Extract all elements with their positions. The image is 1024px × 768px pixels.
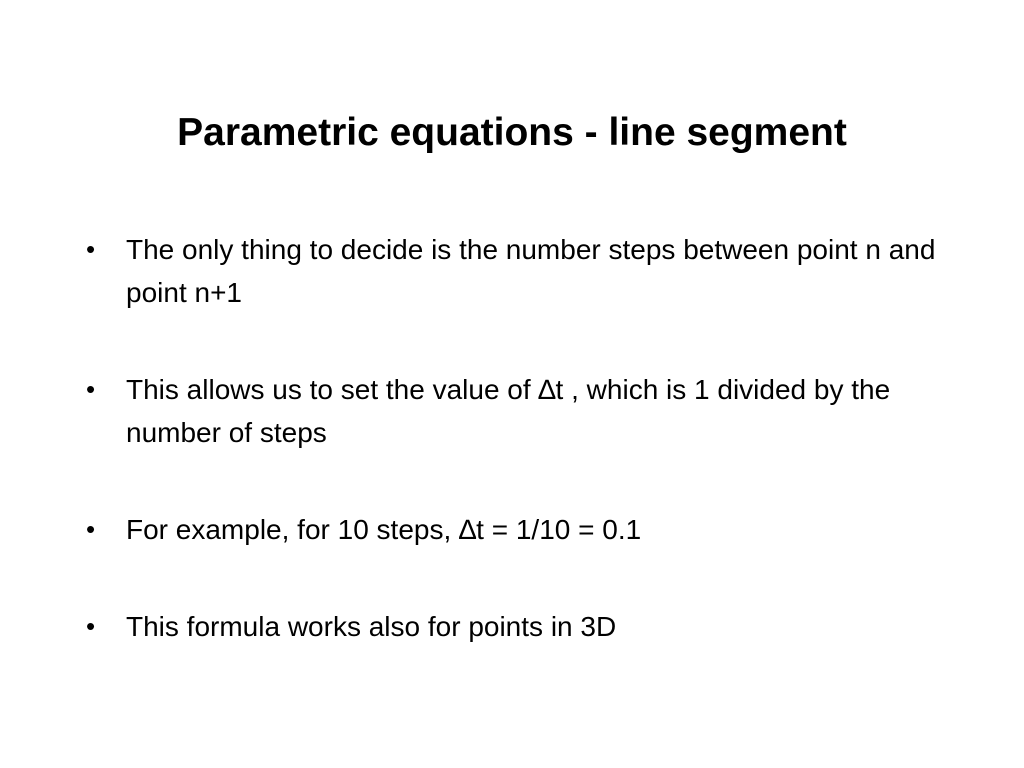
- bullet-list: [86, 228, 956, 648]
- bullet-point-icon: •: [86, 374, 96, 404]
- bullet-point-icon: •: [86, 611, 96, 641]
- bullet-text: For example, for 10 steps, ∆t = 1/10 = 0.1: [126, 514, 642, 545]
- bullet-item: [86, 368, 956, 454]
- bullet-text: The only thing to decide is the number steps between point n and point n+1: [126, 234, 936, 308]
- bullet-item: [86, 605, 956, 648]
- slide-title: Parametric equations - line segment: [177, 111, 847, 154]
- bullet-point-icon: •: [86, 234, 96, 264]
- bullet-item: [86, 508, 956, 551]
- bullet-item: [86, 228, 956, 314]
- bullet-point-icon: •: [86, 514, 96, 544]
- bullet-text: This formula works also for points in 3D: [126, 611, 617, 642]
- bullet-text: This allows us to set the value of ∆t , which is 1 divided by the number of steps: [126, 374, 891, 448]
